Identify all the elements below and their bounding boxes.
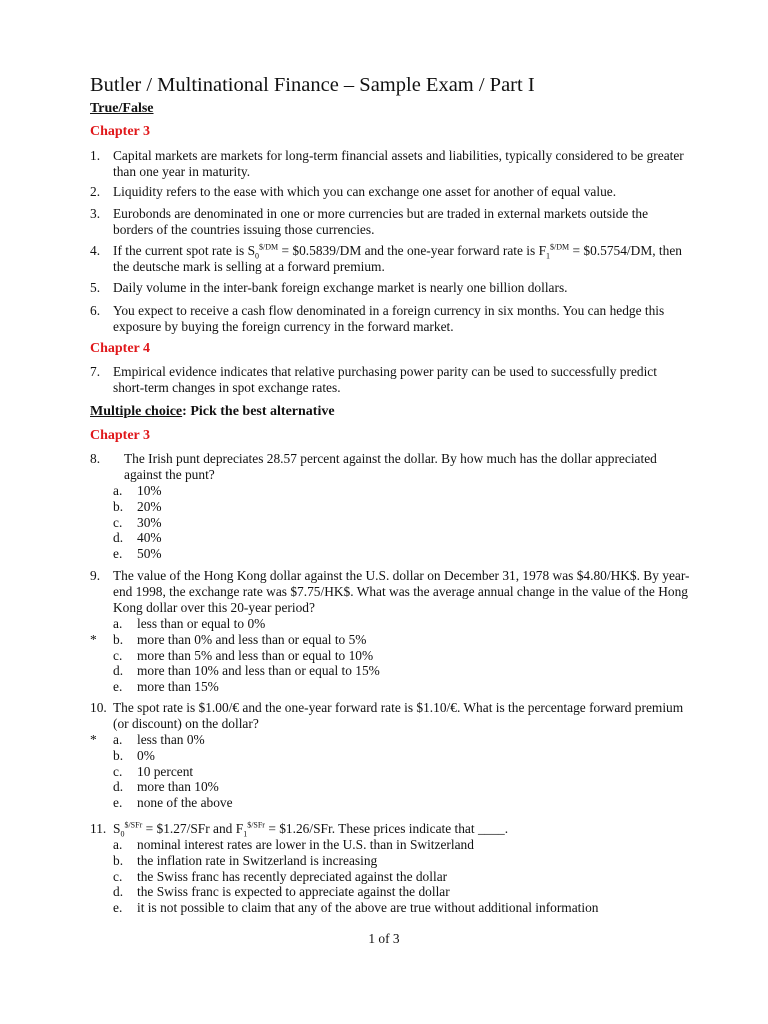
option-e: e. 50% xyxy=(113,546,162,562)
question-number: 10. xyxy=(90,700,107,715)
question-text: The spot rate is $1.00/€ and the one-year forward rate is $1.10/€. What is the percentage forward premium (or discount) on the dollar? xyxy=(113,700,684,731)
question-text: The value of the Hong Kong dollar against the U.S. dollar on December 31, 1978 was $4.80/HK$. By year-end 1998, the exchange rate was $7.75/HK$. What was the average annual change in the value of the Hong Kong dollar over this 20-year period? xyxy=(113,568,690,615)
option-b: b. 20% xyxy=(113,498,162,514)
question-text: Daily volume in the inter-bank foreign exchange market is nearly one billion dollars. xyxy=(113,280,568,295)
option-a: * a. less than 0% xyxy=(90,732,205,747)
options-list xyxy=(113,483,690,562)
question-7 xyxy=(90,364,690,396)
question-text: Liquidity refers to the ease with which you can exchange one asset for another of equal value. xyxy=(113,184,617,199)
option-a: a. 10% xyxy=(113,483,162,498)
option-e: e. it is not possible to claim that any of the above are true without additional information xyxy=(113,900,599,916)
options-list xyxy=(113,837,690,916)
question-6 xyxy=(90,303,690,335)
option-e: e. none of the above xyxy=(113,795,233,811)
option-a: a. nominal interest rates are lower in the U.S. than in Switzerland xyxy=(113,837,474,852)
question-11 xyxy=(90,821,690,916)
question-4 xyxy=(90,243,690,275)
question-5 xyxy=(90,280,690,296)
question-number: 1. xyxy=(90,148,101,163)
question-number: 3. xyxy=(90,206,101,221)
option-d: d. the Swiss franc is expected to appreciate against the dollar xyxy=(113,884,450,900)
question-8 xyxy=(90,451,690,562)
answer-marker: * xyxy=(90,732,97,747)
question-text: Capital markets are markets for long-term financial assets and liabilities, typically considered to be greater than one year in maturity. xyxy=(113,148,684,179)
question-number: 8. xyxy=(90,451,101,466)
question-text: You expect to receive a cash flow denominated in a foreign currency in six months. You can hedge this exposure by buying the foreign currency in the forward market. xyxy=(113,303,665,334)
question-3 xyxy=(90,206,690,238)
page-number: 1 of 3 xyxy=(368,931,400,946)
chapter-3-heading: Chapter 3 xyxy=(90,124,151,139)
options-list xyxy=(90,732,690,811)
chapter-4-heading: Chapter 4 xyxy=(90,341,151,356)
question-10 xyxy=(90,700,690,811)
question-number: 9. xyxy=(90,568,101,583)
option-b: * b. more than 0% and less than or equal to 5% xyxy=(90,631,367,647)
option-c: c. 10 percent xyxy=(113,763,194,779)
option-c: c. 30% xyxy=(113,514,162,530)
question-text: Empirical evidence indicates that relative purchasing power parity can be used to successfully predict short-term changes in spot exchange rates. xyxy=(113,364,657,395)
question-number: 11. xyxy=(90,821,107,836)
question-number: 5. xyxy=(90,280,101,295)
option-d: d. more than 10% and less than or equal to 15% xyxy=(113,663,380,679)
question-text: If the current spot rate is $S_0^{\$/DM}$ = $0.5839/DM and the one-year forward rate is $F_1^{\$/DM}$ = $0.5754/DM, then the deutsche mark is selling at a forward premium. xyxy=(113,242,682,274)
question-9 xyxy=(90,568,690,695)
option-d: d. 40% xyxy=(113,530,162,546)
true-false-heading: True/False xyxy=(90,101,154,116)
option-e: e. more than 15% xyxy=(113,679,219,695)
option-b: b. 0% xyxy=(113,747,155,763)
question-text: The Irish punt depreciates 28.57 percent against the dollar. By how much has the dollar appreciated against the punt? xyxy=(124,451,657,482)
answer-marker: * xyxy=(90,631,97,647)
question-text: $S_0^{\$/SFr}$ = $1.27/SFr and $F_1^{\$/SFr}$ = $1.26/SFr. These prices indicate that ____. xyxy=(113,820,509,839)
option-c: c. more than 5% and less than or equal to 10% xyxy=(113,647,374,663)
question-number: 4. xyxy=(90,243,101,258)
option-b: b. the inflation rate in Switzerland is increasing xyxy=(113,852,378,868)
option-a: a. less than or equal to 0% xyxy=(113,616,266,631)
question-1 xyxy=(90,148,690,180)
options-list xyxy=(90,616,690,695)
question-2 xyxy=(90,184,690,200)
question-number: 2. xyxy=(90,184,101,199)
chapter-3-heading-b: Chapter 3 xyxy=(90,428,151,443)
multiple-choice-heading: Multiple choice: Pick the best alternative xyxy=(90,404,335,419)
question-text: Eurobonds are denominated in one or more currencies but are traded in external markets outside the borders of the countries issuing those currencies. xyxy=(113,206,649,237)
page-title: Butler / Multinational Finance – Sample Exam / Part I xyxy=(90,74,535,96)
question-number: 7. xyxy=(90,364,101,379)
option-c: c. the Swiss franc has recently depreciated against the dollar xyxy=(113,868,448,884)
option-d: d. more than 10% xyxy=(113,779,219,795)
question-number: 6. xyxy=(90,303,101,318)
